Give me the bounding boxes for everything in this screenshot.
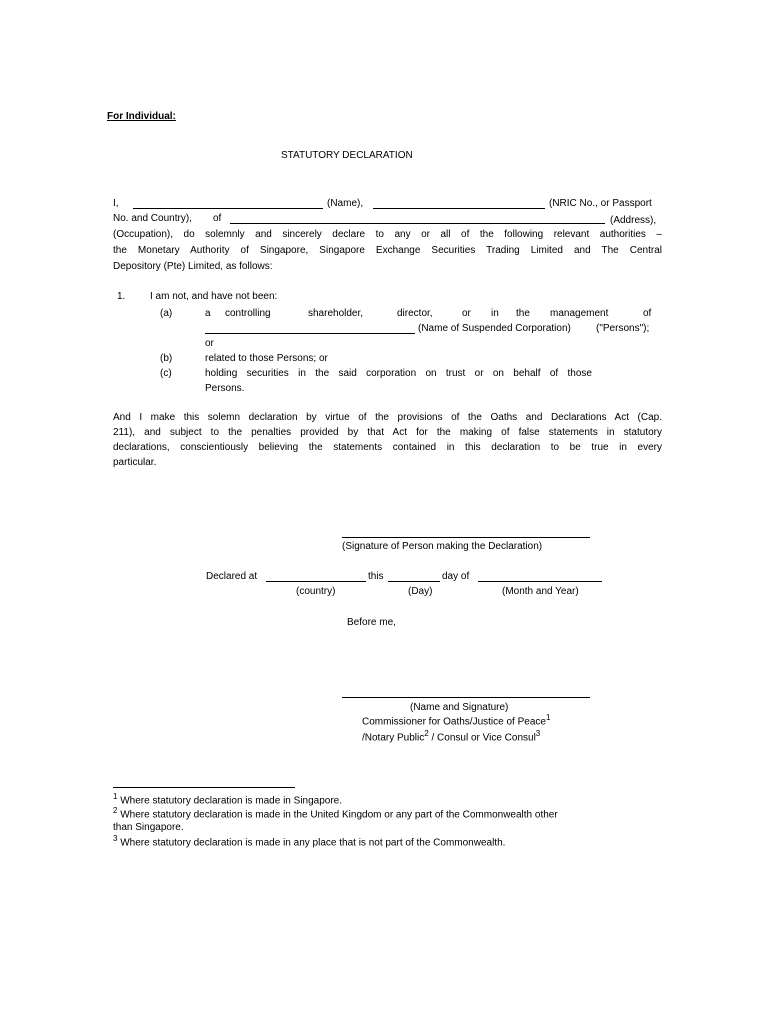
footnote-ref-2[interactable]: 2: [424, 729, 429, 738]
signature-line[interactable]: [342, 537, 590, 538]
footnote-1: $^1$ Where statutory declaration is made in Singapore.: [113, 792, 343, 807]
nric-label: (NRIC No., or Passport: [549, 198, 652, 209]
item-c-text: holding securities in the said corporation on trust or on behalf of those: [205, 368, 592, 379]
intro-line4: the Monetary Authority of Singapore, Singapore Exchange Securities Trading Limited and The Central: [113, 245, 662, 256]
item-b-label: (b): [160, 353, 173, 364]
intro-of: of: [213, 213, 222, 224]
notary-consul-label: /Notary Public$^2$ / Consul or Vice Consul$^3$: [362, 729, 541, 744]
footnote-2: $^2$ Where statutory declaration is made in the United Kingdom or any part of the Commonwealth other: [113, 806, 558, 821]
signature-label: (Signature of Person making the Declaration): [342, 541, 543, 552]
item-a-word: shareholder,: [308, 308, 364, 319]
nric-blank-line[interactable]: [373, 208, 545, 209]
intro-line2-start: No. and Country),: [113, 213, 192, 224]
item-a-word: controlling: [225, 308, 271, 319]
before-me-label: Before me,: [347, 617, 396, 628]
footnote-ref-1[interactable]: 1: [545, 713, 551, 722]
intro-line5: Depository (Pte) Limited, as follows:: [113, 261, 273, 272]
section-header: For Individual:: [107, 111, 176, 122]
day-blank-line[interactable]: [388, 581, 440, 582]
intro-line3: (Occupation), do solemnly and sincerely declare to any or all of the following relevant authorities –: [113, 229, 662, 240]
footnote-ref-3[interactable]: 3: [535, 729, 541, 738]
declared-at-label: Declared at: [206, 571, 258, 582]
day-caption: (Day): [408, 586, 433, 597]
month-year-caption: (Month and Year): [502, 586, 579, 597]
address-blank-line[interactable]: [230, 223, 605, 224]
commissioner-signature-line[interactable]: [342, 697, 590, 698]
footnote-divider: [113, 787, 295, 788]
closing-line4: particular.: [113, 457, 157, 468]
day-of-label: day of: [442, 571, 470, 582]
item-b-text: related to those Persons; or: [205, 353, 328, 364]
country-blank-line[interactable]: [266, 581, 366, 582]
item-a-word: or: [462, 308, 471, 319]
closing-line1: And I make this solemn declaration by virtue of the provisions of the Oaths and Declarations Act (Cap.: [113, 412, 662, 423]
intro-prefix: I,: [113, 198, 119, 209]
footnote-3: $^3$ Where statutory declaration is made in any place that is not part of the Commonwealth.: [113, 834, 506, 849]
item-a-word: management: [550, 308, 609, 319]
closing-line3: declarations, conscientiously believing the statements contained in this declaration to be true in every: [113, 442, 662, 453]
persons-label: ("Persons");: [596, 323, 650, 334]
item-a-word: a: [205, 308, 211, 319]
address-label: (Address),: [610, 215, 657, 226]
item-c-text-cont: Persons.: [205, 383, 245, 394]
item-a-word: in: [491, 308, 499, 319]
item-c-label: (c): [160, 368, 172, 379]
item-a-label: (a): [160, 308, 173, 319]
item-a-word: director,: [397, 308, 433, 319]
item-a-word: of: [643, 308, 652, 319]
name-label: (Name),: [327, 198, 364, 209]
item-a-word: the: [516, 308, 530, 319]
corporation-label: (Name of Suspended Corporation): [418, 323, 571, 334]
commissioner-label: Commissioner for Oaths/Justice of Peace$^1$: [362, 713, 551, 728]
country-caption: (country): [296, 586, 336, 597]
this-label: this: [368, 571, 384, 582]
item-a-or: or: [205, 338, 214, 349]
month-year-blank-line[interactable]: [478, 581, 602, 582]
name-signature-label: (Name and Signature): [410, 702, 509, 713]
closing-line2: 211), and subject to the penalties provided by that Act for the making of false statements in statutory: [113, 427, 662, 438]
clause-number: 1.: [117, 291, 126, 302]
footnote-2-cont: than Singapore.: [113, 822, 184, 833]
name-blank-line[interactable]: [133, 208, 323, 209]
corporation-blank-line[interactable]: [205, 333, 415, 334]
page-title: STATUTORY DECLARATION: [281, 150, 413, 161]
clause-text: I am not, and have not been:: [150, 291, 278, 302]
